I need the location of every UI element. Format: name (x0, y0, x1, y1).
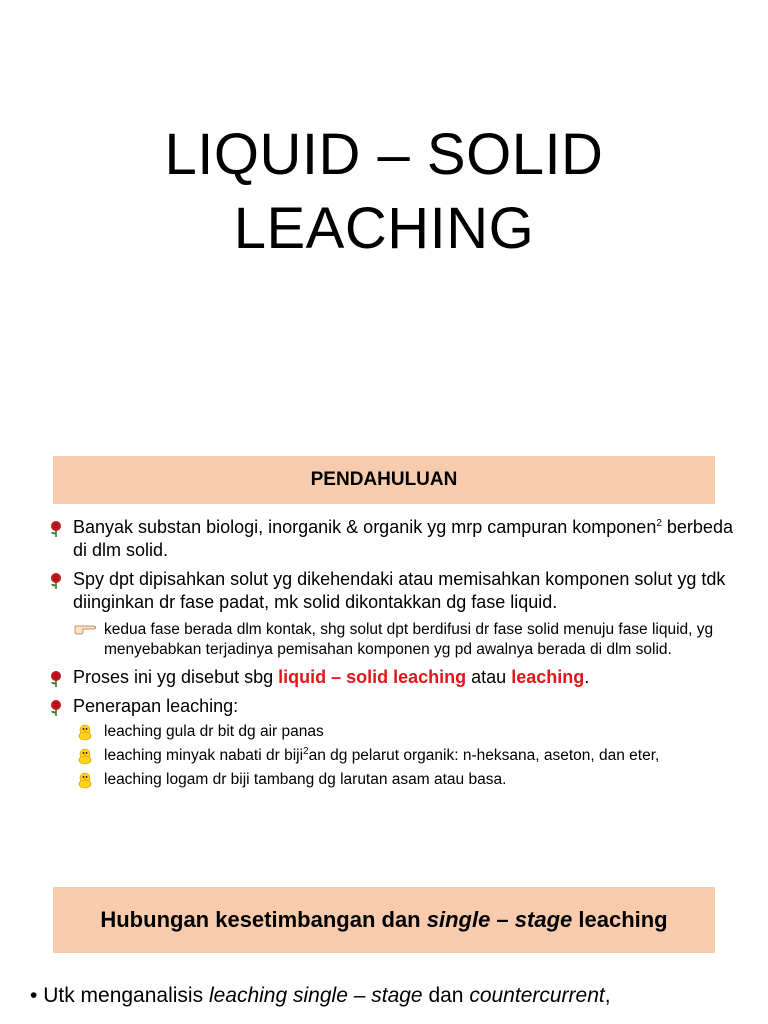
bullet-item: Penerapan leaching: (48, 695, 748, 718)
section-header-label: PENDAHULUAN (310, 469, 458, 490)
application-item: leaching gula dr bit dg air panas (48, 720, 748, 744)
chick-icon (76, 723, 94, 741)
pointing-hand-icon (74, 621, 96, 635)
section-header-pendahuluan (53, 456, 715, 504)
application-item: leaching logam dr biji tambang dg larutan asam atau basa. (48, 768, 748, 792)
rose-icon (48, 699, 64, 717)
chick-icon (76, 747, 94, 765)
section-content (48, 516, 748, 792)
bullet-dot: • (30, 984, 38, 1007)
section-header-single-stage (53, 887, 715, 953)
bullet-item: Banyak substan biologi, inorganik & organik yg mrp campuran komponen$^2$ berbeda di dlm solid. (48, 516, 748, 562)
bullet-item: Spy dpt dipisahkan solut yg dikehendaki atau memisahkan komponen solut yg tdk diinginkan dr fase padat, mk solid dikontakkan dg fase liquid. (48, 568, 748, 614)
page-title (0, 118, 768, 266)
chick-icon (76, 771, 94, 789)
title-line-1: LIQUID – SOLID (164, 122, 604, 187)
highlight-term: liquid – solid leaching (278, 667, 467, 687)
title-line-2: LEACHING (233, 196, 535, 261)
highlight-term: leaching (511, 667, 585, 687)
bullet-item: Proses ini yg disebut sbg liquid – solid leaching atau leaching. (48, 666, 748, 689)
rose-icon (48, 520, 64, 538)
rose-icon (48, 670, 64, 688)
section-header-label: Hubungan kesetimbangan dan single – stage leaching (100, 907, 668, 932)
sub-bullet-item: kedua fase berada dlm kontak, shg solut dpt berdifusi dr fase solid menuju fase liquid, yg menyebabkan terjadinya pemisahan komponen yg pd awalnya berada di dlm solid. (48, 620, 748, 660)
rose-icon (48, 572, 64, 590)
bullet-item-bottom: • Utk menganalisis leaching single – stage dan countercurrent, (30, 984, 611, 1007)
application-item: leaching minyak nabati dr biji$^2$an dg pelarut organik: n-heksana, aseton, dan eter, (48, 744, 748, 768)
